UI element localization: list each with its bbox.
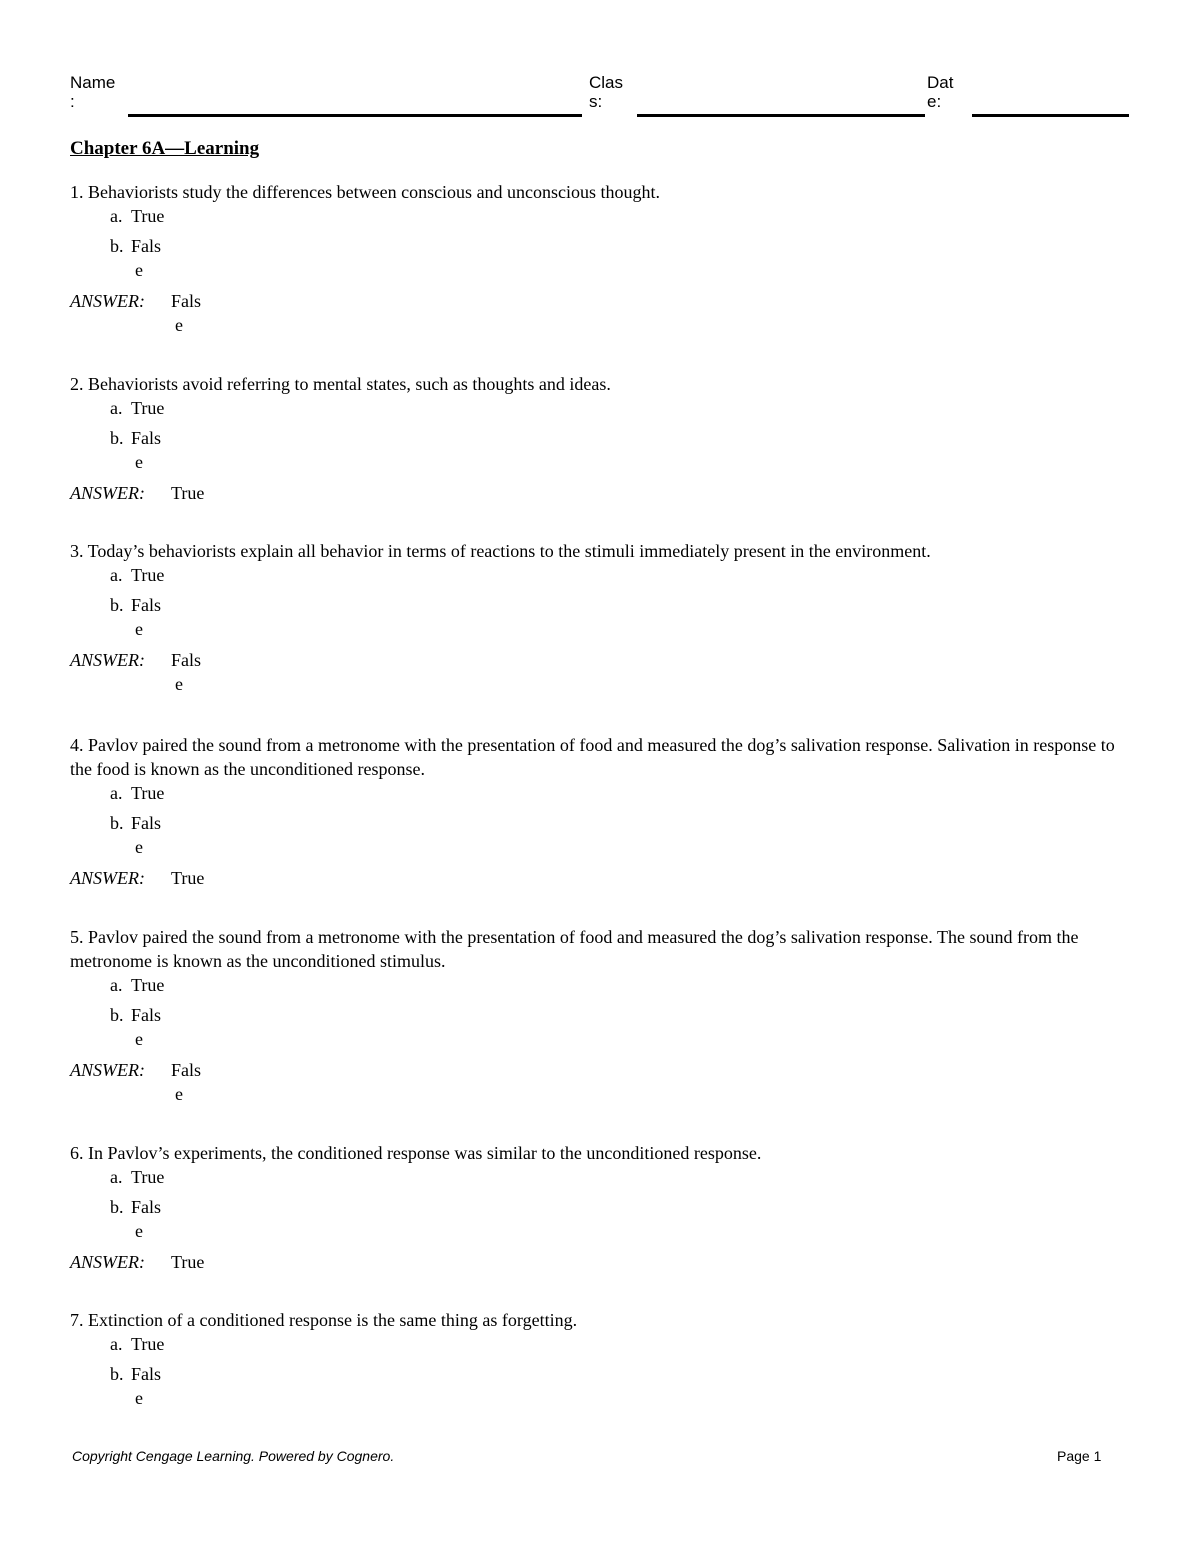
option-text: Fals e bbox=[131, 236, 162, 280]
answer-label: ANSWER: bbox=[70, 1252, 145, 1272]
option-text: True bbox=[131, 206, 165, 226]
option-true[interactable] bbox=[110, 781, 1140, 811]
option-text: True bbox=[131, 783, 165, 803]
question-stem: 1. Behaviorists study the differences between conscious and unconscious thought. bbox=[70, 182, 661, 202]
option-text: True bbox=[131, 1334, 165, 1354]
class-field[interactable] bbox=[637, 114, 925, 117]
question-stem: 7. Extinction of a conditioned response is the same thing as forgetting. bbox=[70, 1310, 578, 1330]
option-true[interactable] bbox=[110, 1332, 1140, 1362]
option-false[interactable] bbox=[110, 1195, 1140, 1250]
option-letter: a. bbox=[110, 1334, 123, 1354]
name-field[interactable] bbox=[128, 114, 582, 117]
date-field[interactable] bbox=[972, 114, 1129, 117]
option-letter: a. bbox=[110, 565, 123, 585]
option-letter: b. bbox=[110, 1005, 124, 1025]
option-false[interactable] bbox=[110, 1003, 1140, 1058]
option-letter: a. bbox=[110, 206, 123, 226]
class-label: Clas s: bbox=[589, 73, 624, 111]
question-stem: 4. Pavlov paired the sound from a metronome with the presentation of food and measured the dog’s salivation response. Salivation in response to the food is known as the unconditioned response. bbox=[70, 735, 1115, 779]
answer-value: Fals e bbox=[171, 650, 202, 694]
option-letter: b. bbox=[110, 1197, 124, 1217]
footer-copyright: Copyright Cengage Learning. Powered by Cognero. bbox=[72, 1448, 395, 1464]
answer-value: Fals e bbox=[171, 291, 202, 335]
answer-label: ANSWER: bbox=[70, 650, 145, 670]
answer-label: ANSWER: bbox=[70, 868, 145, 888]
question-2 bbox=[70, 372, 1140, 511]
question-stem: 2. Behaviorists avoid referring to mental states, such as thoughts and ideas. bbox=[70, 374, 611, 394]
option-letter: b. bbox=[110, 1364, 124, 1384]
answer bbox=[70, 866, 1140, 896]
option-text: Fals e bbox=[131, 1005, 162, 1049]
question-6 bbox=[70, 1141, 1140, 1280]
option-letter: a. bbox=[110, 398, 123, 418]
answer-label: ANSWER: bbox=[70, 291, 145, 311]
option-letter: b. bbox=[110, 813, 124, 833]
question-1 bbox=[70, 180, 1140, 344]
option-true[interactable] bbox=[110, 563, 1140, 593]
question-stem: 5. Pavlov paired the sound from a metronome with the presentation of food and measured the dog’s salivation response. The sound from the metronome is known as the unconditioned stimulus. bbox=[70, 927, 1079, 971]
question-stem: 6. In Pavlov’s experiments, the conditioned response was similar to the unconditioned response. bbox=[70, 1143, 762, 1163]
option-letter: b. bbox=[110, 236, 124, 256]
answer bbox=[70, 1250, 1140, 1280]
option-letter: a. bbox=[110, 1167, 123, 1187]
option-text: Fals e bbox=[131, 813, 162, 857]
answer bbox=[70, 481, 1140, 511]
name-label: Name : bbox=[70, 73, 116, 111]
option-text: Fals e bbox=[131, 1364, 162, 1408]
option-false[interactable] bbox=[110, 426, 1140, 481]
option-letter: a. bbox=[110, 975, 123, 995]
option-false[interactable] bbox=[110, 593, 1140, 648]
option-true[interactable] bbox=[110, 204, 1140, 234]
option-letter: a. bbox=[110, 783, 123, 803]
option-true[interactable] bbox=[110, 973, 1140, 1003]
answer-label: ANSWER: bbox=[70, 483, 145, 503]
question-3 bbox=[70, 539, 1140, 703]
option-text: True bbox=[131, 1167, 165, 1187]
question-7 bbox=[70, 1308, 1140, 1417]
option-text: Fals e bbox=[131, 1197, 162, 1241]
date-label: Dat e: bbox=[927, 73, 954, 111]
option-letter: b. bbox=[110, 595, 124, 615]
option-text: Fals e bbox=[131, 428, 162, 472]
answer-value: True bbox=[171, 1252, 205, 1272]
answer-value: True bbox=[171, 868, 205, 888]
answer-value: Fals e bbox=[171, 1060, 202, 1104]
option-text: True bbox=[131, 398, 165, 418]
option-true[interactable] bbox=[110, 396, 1140, 426]
option-false[interactable] bbox=[110, 234, 1140, 289]
answer bbox=[70, 289, 1140, 344]
option-text: True bbox=[131, 975, 165, 995]
option-text: Fals e bbox=[131, 595, 162, 639]
option-false[interactable] bbox=[110, 811, 1140, 866]
question-4 bbox=[70, 733, 1140, 896]
option-true[interactable] bbox=[110, 1165, 1140, 1195]
answer-label: ANSWER: bbox=[70, 1060, 145, 1080]
question-stem: 3. Today’s behaviorists explain all behavior in terms of reactions to the stimuli immediately present in the environment. bbox=[70, 541, 931, 561]
question-5 bbox=[70, 925, 1140, 1113]
option-false[interactable] bbox=[110, 1362, 1140, 1417]
footer-page-number: Page 1 bbox=[1057, 1448, 1102, 1464]
answer bbox=[70, 1058, 1140, 1113]
option-letter: b. bbox=[110, 428, 124, 448]
chapter-title: Chapter 6A—Learning bbox=[70, 138, 260, 159]
option-text: True bbox=[131, 565, 165, 585]
answer bbox=[70, 648, 1140, 703]
answer-value: True bbox=[171, 483, 205, 503]
